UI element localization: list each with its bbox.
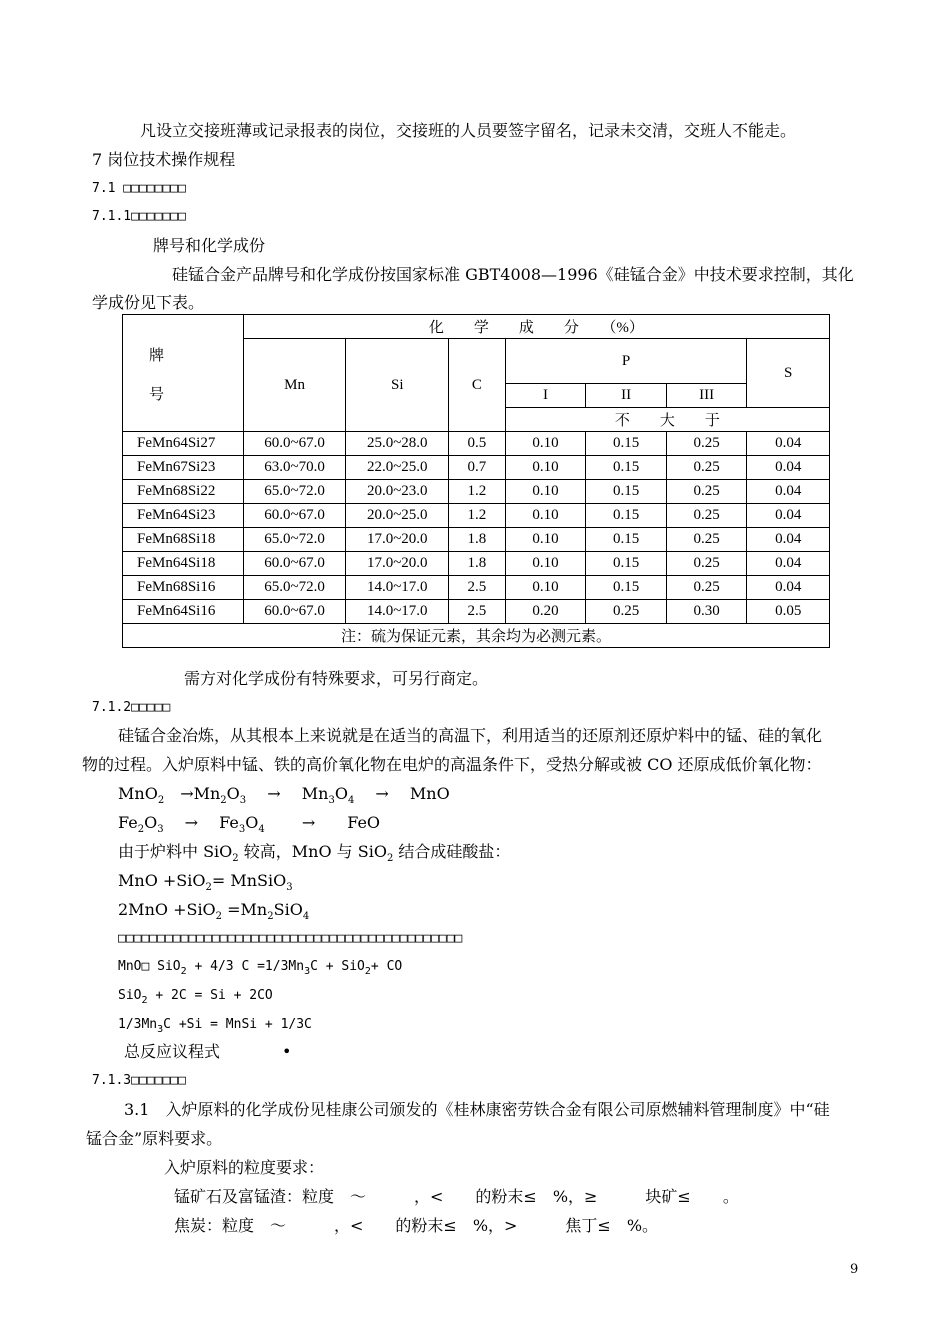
reaction-fe2o3: $Fe_2O_3$ → $Fe_3O_4$ → FeO bbox=[118, 813, 381, 835]
value-cell: 20.0~25.0 bbox=[346, 504, 449, 528]
s-header: S bbox=[747, 339, 830, 408]
raw-material-line2: 锰合金”原料要求。 bbox=[86, 1129, 223, 1148]
coke-requirement: 焦炭：粒度 ～ ，< 的粉末≤ %，> 焦丁≤ %。 bbox=[174, 1216, 659, 1235]
table-row bbox=[123, 480, 830, 504]
value-cell: 0.05 bbox=[747, 600, 830, 624]
p-grade-1: I bbox=[505, 384, 586, 408]
table-row bbox=[123, 552, 830, 576]
value-cell: 0.04 bbox=[747, 504, 830, 528]
smelt-paragraph-line2: 物的过程。入炉原料中锰、铁的高价氧化物在电炉的高温条件下，受热分解或被 CO 还原成低价氧化物： bbox=[82, 755, 822, 774]
value-cell: 0.04 bbox=[747, 576, 830, 600]
silicate-intro: 由于炉料中 SiO$_2$ 较高，MnO 与 SiO$_2$ 结合成硅酸盐： bbox=[118, 842, 511, 864]
value-cell: 0.15 bbox=[586, 480, 667, 504]
raw-material-line1: 3.1 入炉原料的化学成份见桂康公司颁发的《桂林康密劳铁合金有限公司原燃辅料管理制度》中“硅 bbox=[124, 1100, 830, 1119]
brand-cell: FeMn64Si16 bbox=[123, 600, 244, 624]
value-cell: 0.25 bbox=[666, 552, 747, 576]
value-cell: 25.0~28.0 bbox=[346, 432, 449, 456]
table-row bbox=[123, 432, 830, 456]
chemical-composition-table bbox=[122, 314, 830, 648]
reaction-si: SiO$_2$ + 2C = Si + 2CO bbox=[118, 988, 273, 1006]
value-cell: 0.15 bbox=[586, 576, 667, 600]
total-reaction: 总反应议程式 bbox=[124, 1042, 221, 1061]
value-cell: 65.0~72.0 bbox=[243, 528, 346, 552]
chem-composition-header: 化 学 成 分 （%） bbox=[243, 315, 829, 339]
value-cell: 0.10 bbox=[505, 576, 586, 600]
value-cell: 0.25 bbox=[666, 432, 747, 456]
value-cell: 0.7 bbox=[449, 456, 506, 480]
brand-cell: FeMn68Si22 bbox=[123, 480, 244, 504]
value-cell: 65.0~72.0 bbox=[243, 480, 346, 504]
section-7-title: 7 岗位技术操作规程 bbox=[92, 150, 236, 169]
section-7-1-2-title: 7.1.2□□□□□ bbox=[92, 700, 171, 715]
value-cell: 0.10 bbox=[505, 456, 586, 480]
value-cell: 0.04 bbox=[747, 528, 830, 552]
value-cell: 60.0~67.0 bbox=[243, 600, 346, 624]
brand-header bbox=[123, 315, 244, 432]
value-cell: 60.0~67.0 bbox=[243, 552, 346, 576]
value-cell: 0.25 bbox=[586, 600, 667, 624]
reaction-mno2: MnO$_2$ $\to Mn_2O_3$ → $Mn_3O_4$ → MnO bbox=[118, 784, 450, 806]
value-cell: 22.0~25.0 bbox=[346, 456, 449, 480]
table-row bbox=[123, 504, 830, 528]
brand-header-char1: 牌 bbox=[149, 348, 165, 364]
value-cell: 1.2 bbox=[449, 480, 506, 504]
grade-paragraph-line2: 学成份见下表。 bbox=[92, 293, 205, 312]
value-cell: 0.25 bbox=[666, 480, 747, 504]
value-cell: 0.04 bbox=[747, 456, 830, 480]
brand-header-char2: 号 bbox=[149, 387, 165, 403]
brand-cell: FeMn64Si23 bbox=[123, 504, 244, 528]
p-header: P bbox=[505, 339, 747, 384]
table-row bbox=[123, 576, 830, 600]
value-cell: 60.0~67.0 bbox=[243, 432, 346, 456]
value-cell: 0.15 bbox=[586, 504, 667, 528]
section-7-1-1-title: 7.1.1□□□□□□□ bbox=[92, 209, 186, 224]
granularity-heading: 入炉原料的粒度要求： bbox=[164, 1158, 325, 1177]
value-cell: 1.2 bbox=[449, 504, 506, 528]
value-cell: 0.15 bbox=[586, 456, 667, 480]
brand-cell: FeMn64Si27 bbox=[123, 432, 244, 456]
p-grade-2: II bbox=[586, 384, 667, 408]
value-cell: 14.0~17.0 bbox=[346, 576, 449, 600]
value-cell: 0.04 bbox=[747, 432, 830, 456]
value-cell: 1.8 bbox=[449, 528, 506, 552]
value-cell: 17.0~20.0 bbox=[346, 528, 449, 552]
value-cell: 0.5 bbox=[449, 432, 506, 456]
value-cell: 2.5 bbox=[449, 576, 506, 600]
value-cell: 0.10 bbox=[505, 552, 586, 576]
value-cell: 65.0~72.0 bbox=[243, 576, 346, 600]
value-cell: 2.5 bbox=[449, 600, 506, 624]
brand-cell: FeMn64Si18 bbox=[123, 552, 244, 576]
grade-heading: 牌号和化学成份 bbox=[153, 236, 266, 255]
value-cell: 0.15 bbox=[586, 552, 667, 576]
reaction-mn2sio4: $2MnO +SiO_2 =Mn_2SiO_4$ bbox=[118, 900, 310, 922]
reaction-carbide: MnO□ SiO$_2$ + 4/3 $C =1/3Mn_3C + SiO_2+$ CO bbox=[118, 959, 403, 977]
special-requirement: 需方对化学成份有特殊要求，可另行商定。 bbox=[184, 669, 489, 688]
value-cell: 17.0~20.0 bbox=[346, 552, 449, 576]
value-cell: 0.04 bbox=[747, 552, 830, 576]
not-greater-than: 不 大 于 bbox=[505, 408, 829, 432]
brand-cell: FeMn68Si16 bbox=[123, 576, 244, 600]
mn-header: Mn bbox=[243, 339, 346, 432]
table-row bbox=[123, 456, 830, 480]
value-cell: 0.15 bbox=[586, 528, 667, 552]
value-cell: 0.10 bbox=[505, 528, 586, 552]
table-note: 注：硫为保证元素，其余均为必测元素。 bbox=[123, 624, 830, 648]
value-cell: 0.25 bbox=[666, 456, 747, 480]
bullet-mark: • bbox=[282, 1042, 292, 1061]
section-7-1-title: 7.1 □□□□□□□□ bbox=[92, 181, 186, 196]
smelt-paragraph-line1: 硅锰合金冶炼，从其根本上来说就是在适当的高温下，利用适当的还原剂还原炉料中的锰、硅的氧化 bbox=[118, 726, 823, 745]
intro-note: 凡设立交接班薄或记录报表的岗位，交接班的人员要签字留名，记录未交清，交班人不能走。 bbox=[140, 121, 797, 140]
si-header: Si bbox=[346, 339, 449, 432]
reaction-mnsi: $1/3Mn_3C +Si$ = MnSi + 1/3C bbox=[118, 1017, 312, 1035]
value-cell: 0.25 bbox=[666, 528, 747, 552]
value-cell: 0.20 bbox=[505, 600, 586, 624]
value-cell: 1.8 bbox=[449, 552, 506, 576]
page-number: 9 bbox=[850, 1262, 859, 1277]
reaction-mnsio3: MnO +SiO$_2$= MnSiO$_3$ bbox=[118, 871, 293, 893]
garbled-line: □□□□□□□□□□□□□□□□□□□□□□□□□□□□□□□□□□□□□□□□□□□□ bbox=[118, 931, 463, 946]
brand-cell: FeMn68Si18 bbox=[123, 528, 244, 552]
section-7-1-3-title: 7.1.3□□□□□□□ bbox=[92, 1073, 186, 1088]
ore-requirement: 锰矿石及富锰渣：粒度 ～ ，< 的粉末≤ %，≥ 块矿≤ 。 bbox=[174, 1187, 739, 1206]
table-row bbox=[123, 528, 830, 552]
value-cell: 0.10 bbox=[505, 432, 586, 456]
grade-paragraph-line1: 硅锰合金产品牌号和化学成份按国家标准 GBT4008—1996《硅锰合金》中技术要求控制，其化 bbox=[172, 265, 854, 284]
value-cell: 20.0~23.0 bbox=[346, 480, 449, 504]
value-cell: 0.30 bbox=[666, 600, 747, 624]
value-cell: 0.10 bbox=[505, 480, 586, 504]
value-cell: 63.0~70.0 bbox=[243, 456, 346, 480]
table-row bbox=[123, 600, 830, 624]
value-cell: 0.25 bbox=[666, 576, 747, 600]
p-grade-3: III bbox=[666, 384, 747, 408]
value-cell: 0.10 bbox=[505, 504, 586, 528]
value-cell: 0.04 bbox=[747, 480, 830, 504]
value-cell: 14.0~17.0 bbox=[346, 600, 449, 624]
c-header: C bbox=[449, 339, 506, 432]
value-cell: 0.15 bbox=[586, 432, 667, 456]
brand-cell: FeMn67Si23 bbox=[123, 456, 244, 480]
value-cell: 60.0~67.0 bbox=[243, 504, 346, 528]
value-cell: 0.25 bbox=[666, 504, 747, 528]
